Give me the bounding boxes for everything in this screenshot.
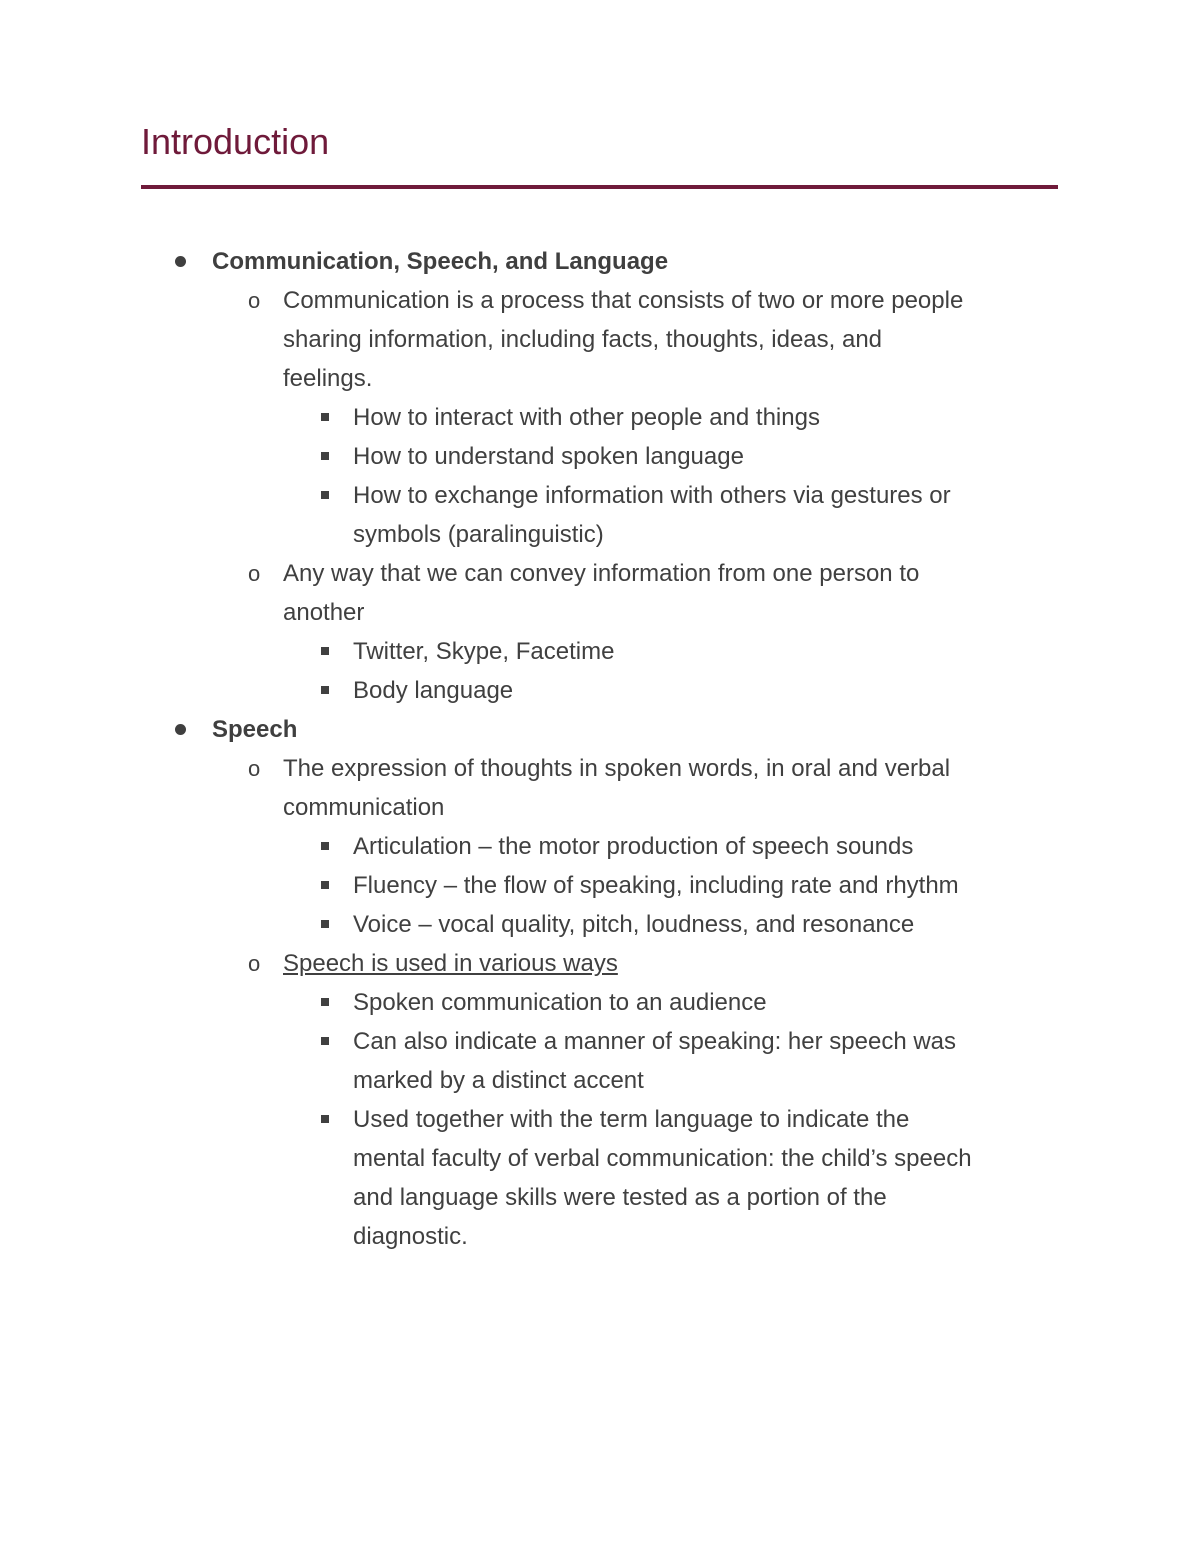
subpoint-line: sharing information, including facts, thoughts, ideas, and [283,326,883,353]
underlined-subheading: Speech is used in various ways [283,950,618,977]
detail-line: Voice – vocal quality, pitch, loudness, and resonance [0,905,1200,944]
subpoint-line: another [283,599,365,626]
bullet-dot-icon [175,256,186,267]
bullet-square-icon [321,1037,329,1045]
bullet-o-icon: o [248,756,261,781]
outline-list [0,242,1200,1256]
detail-line: and language skills were tested as a portion of the [353,1184,887,1211]
section-heading: Communication, Speech, and Language [0,242,1200,281]
subpoint-line: o Communication is a process that consists of two or more people [0,281,1200,320]
bullet-square-icon [321,647,329,655]
bullet-square-icon [321,842,329,850]
detail-line: Articulation – the motor production of speech sounds [0,827,1200,866]
detail-line: Twitter, Skype, Facetime [0,632,1200,671]
bullet-square-icon [321,998,329,1006]
subpoint-line: feelings. [283,365,373,392]
detail-line: diagnostic. [353,1223,468,1250]
bullet-square-icon [321,686,329,694]
subpoint-line: o Any way that we can convey information from one person to [0,554,1200,593]
subpoint-line: o The expression of thoughts in spoken words, in oral and verbal [0,749,1200,788]
title-divider [141,185,1058,189]
detail-line: mental faculty of verbal communication: the child’s speech [353,1145,972,1172]
page-title: Introduction [141,121,330,162]
bullet-square-icon [321,920,329,928]
detail-line: How to understand spoken language [0,437,1200,476]
bullet-o-icon: o [248,951,261,976]
bullet-dot-icon [175,724,186,735]
detail-line: How to exchange information with others via gestures or [0,476,1200,515]
detail-line: Body language [0,671,1200,710]
subpoint-line: communication [283,794,445,821]
detail-line: Spoken communication to an audience [0,983,1200,1022]
detail-line: marked by a distinct accent [353,1067,644,1094]
detail-line: Can also indicate a manner of speaking: her speech was [0,1022,1200,1061]
section-heading: Speech [0,710,1200,749]
bullet-square-icon [321,491,329,499]
bullet-square-icon [321,452,329,460]
bullet-square-icon [321,881,329,889]
detail-line: symbols (paralinguistic) [353,521,604,548]
bullet-square-icon [321,413,329,421]
bullet-o-icon: o [248,288,261,313]
detail-line: How to interact with other people and things [0,398,1200,437]
detail-line: Fluency – the flow of speaking, including rate and rhythm [0,866,1200,905]
bullet-o-icon: o [248,561,261,586]
bullet-square-icon [321,1115,329,1123]
subpoint-line [0,944,1200,983]
detail-line: Used together with the term language to indicate the [0,1100,1200,1139]
